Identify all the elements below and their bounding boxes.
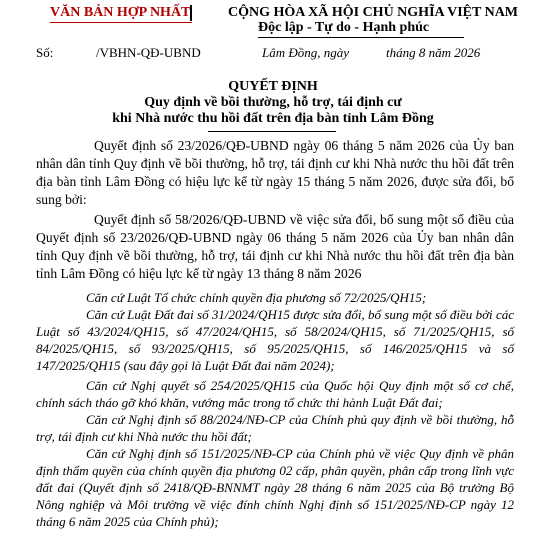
paragraph-original-decision: Quyết định số 23/2026/QĐ-UBND ngày 06 tháng 5 năm 2026 của Ủy ban nhân dân tỉnh Quy định về bồi thường, hỗ trợ, tái định cư khi Nhà nước thu hồi đất trên địa bàn tỉnh Lâm Đồng có hiệu lực kể từ ngày 15 tháng 5 năm 2026, được sửa đổi, bổ sung bởi: [36,138,514,207]
legal-basis-local-government-law: Căn cứ Luật Tổ chức chính quyền địa phương số 72/2025/QH15; [86,290,427,305]
place-date: Lâm Đồng, ngày [262,45,350,60]
stamp-underline [50,22,192,23]
national-motto: Độc lập - Tự do - Hạnh phúc [258,20,430,35]
title-underline [208,131,336,132]
month-year: tháng 8 năm 2026 [386,45,481,60]
legal-basis-resolution-254: Căn cứ Nghị quyết số 254/2025/QH15 của Quốc hội Quy định một số cơ chế, chính sách tháo gỡ khó khăn, vướng mắc trong tổ chức thi hành Luật Đất đai; [36,378,514,410]
decision-title: QUYẾT ĐỊNH [228,79,318,94]
text-cursor [190,5,192,21]
legal-basis-land-law: Căn cứ Luật Đất đai số 31/2024/QH15 được sửa đổi, bổ sung một số điều bởi các Luật số 43/2024/QH15, số 47/2024/QH15, số 58/2024/QH15, số 71/2025/QH15, số 84/2025/QH15, số 93/2025/QH15, số 95/2025/QH15, số 146/2025/QH15 và số 147/2025/QH15 (sau đây gọi là Luật Đất đai năm 2024); [36,307,514,373]
paragraph-amending-decision: Quyết định số 58/2026/QĐ-UBND về việc sửa đổi, bổ sung một số điều của Quyết định số 23/2026/QĐ-UBND ngày 06 tháng 5 năm 2026 của Ủy ban nhân dân tỉnh Quy định về bồi thường, hỗ trợ, tái định cư khi Nhà nước thu hồi đất trên địa bàn tỉnh Lâm Đồng có hiệu lực kể từ ngày 13 tháng 8 năm 2026 [36,212,514,281]
decision-subtitle-line1: Quy định về bồi thường, hỗ trợ, tái định cư [144,95,402,110]
legal-basis-decree-151: Căn cứ Nghị định số 151/2025/NĐ-CP của Chính phủ về việc Quy định về phân định thẩm quyền của chính quyền địa phương 02 cấp, phân quyền, phân cấp trong lĩnh vực đất đai (Quyết định số 2418/QĐ-BNNMT ngày 28 tháng 6 năm 2025 của Bộ trưởng Bộ Nông nghiệp và Môi trường về việc đính chính Nghị định số 151/2025/NĐ-CP ngày 12 tháng 6 năm 2025 của Chính phủ); [36,446,514,529]
motto-underline [258,37,464,38]
national-title: CỘNG HÒA XÃ HỘI CHỦ NGHĨA VIỆT NAM [228,5,519,20]
consolidated-document-stamp: VĂN BẢN HỢP NHẤT [50,5,191,20]
document-number-code: /VBHN-QĐ-UBND [96,45,201,60]
decision-subtitle-line2: khi Nhà nước thu hồi đất trên địa bàn tỉnh Lâm Đồng [112,111,434,126]
document-number-label: Số: [36,45,54,60]
legal-basis-decree-88: Căn cứ Nghị định số 88/2024/NĐ-CP của Chính phủ quy định về bồi thường, hỗ trợ, tái định cư khi Nhà nước thu hồi đất; [36,412,514,444]
